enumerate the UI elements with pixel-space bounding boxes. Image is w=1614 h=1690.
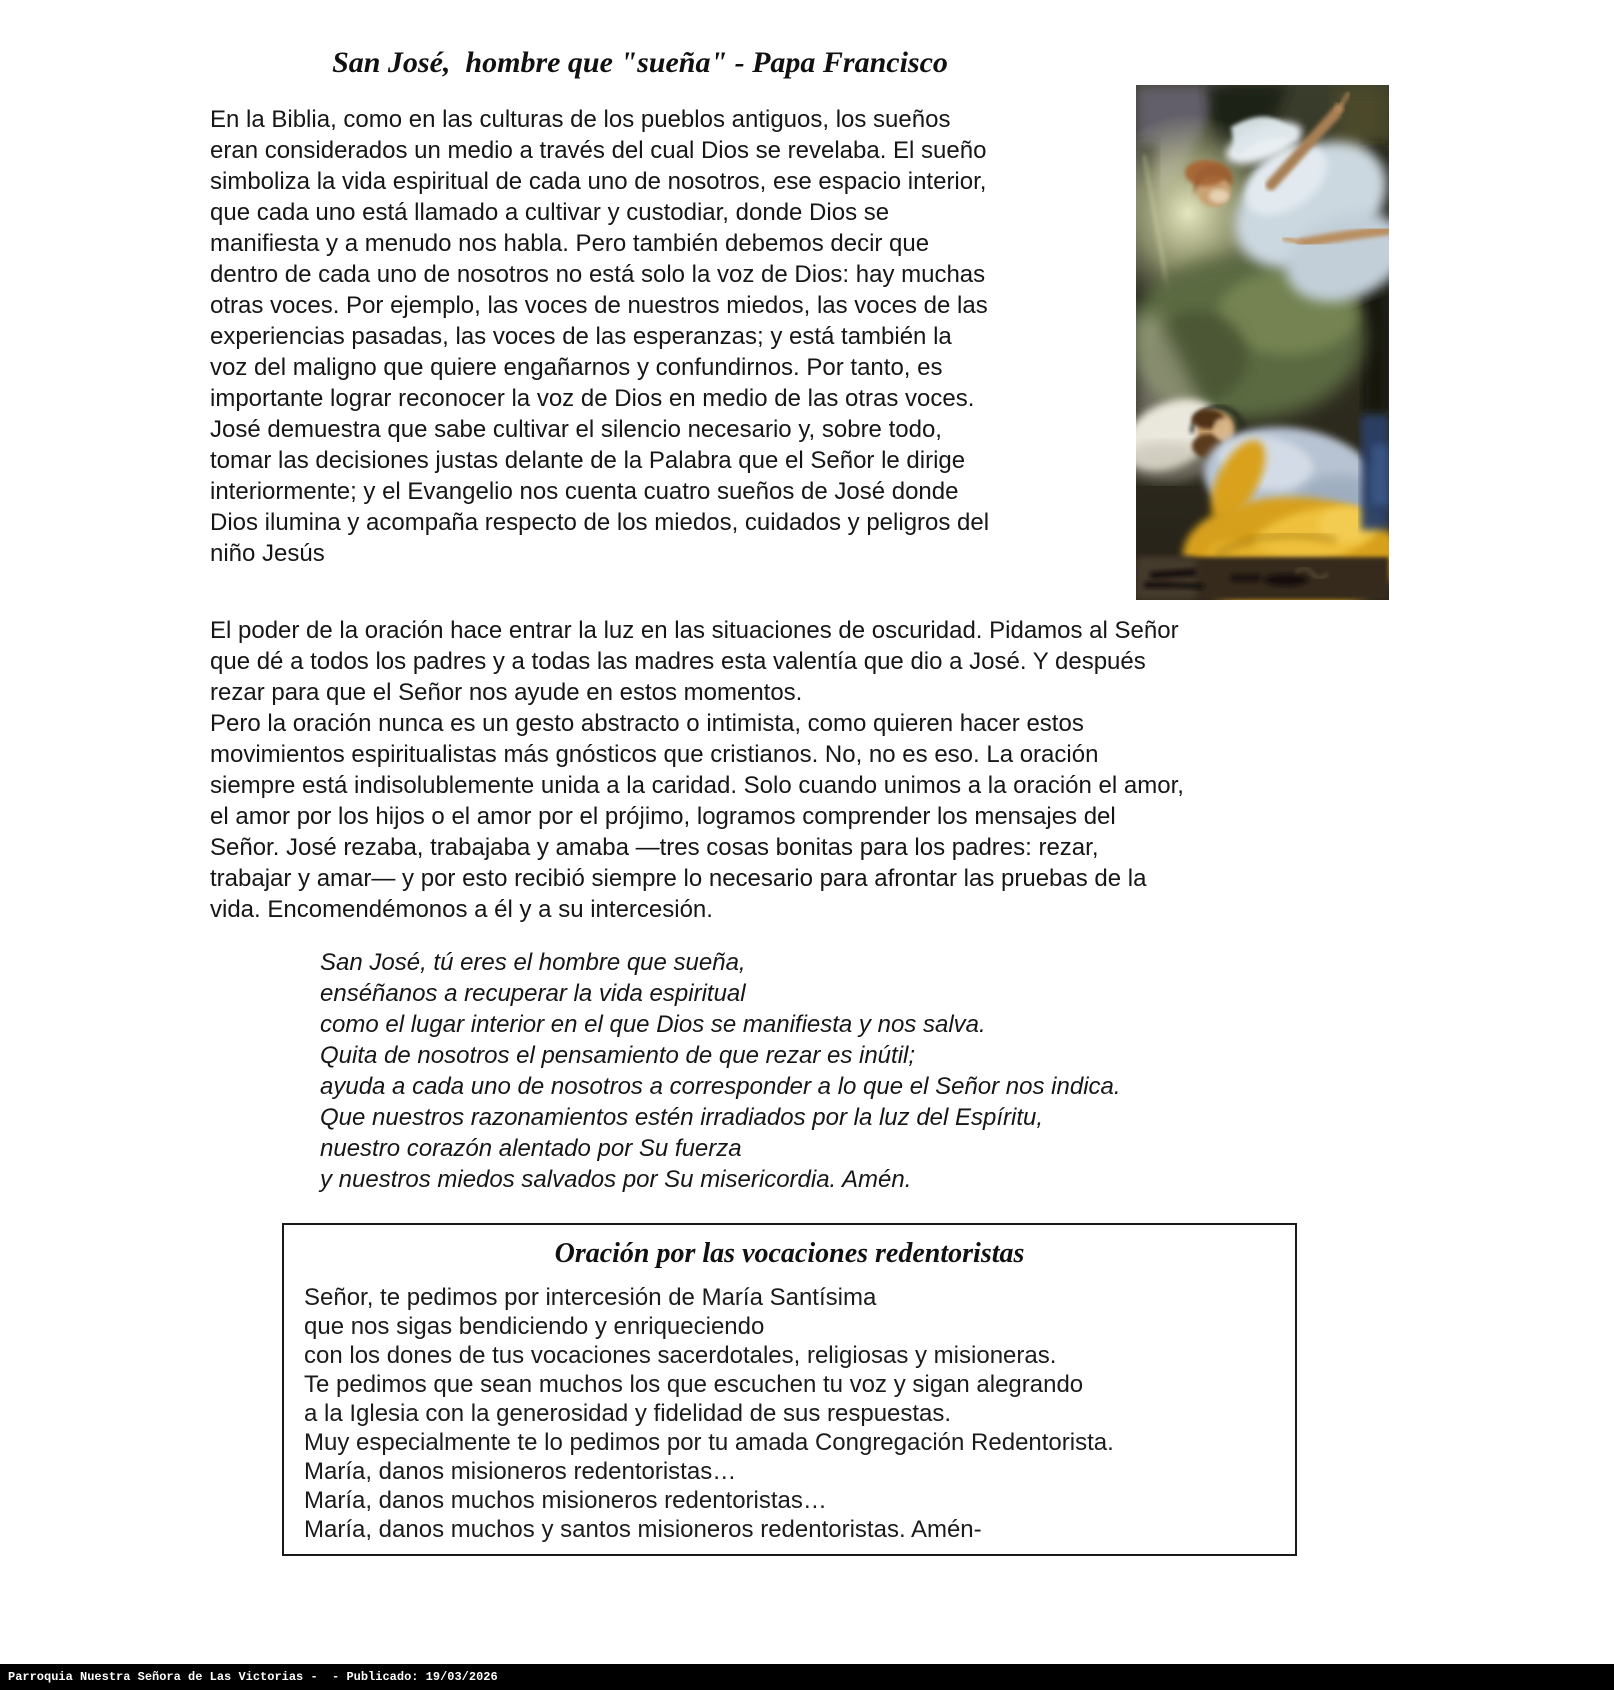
text-line: San José, tú eres el hombre que sueña, <box>320 949 746 976</box>
text-line: José demuestra que sabe cultivar el silencio necesario y, sobre todo, <box>210 416 942 443</box>
text-line: Dios ilumina y acompaña respecto de los miedos, cuidados y peligros del <box>210 509 990 536</box>
document-page <box>0 46 1614 1690</box>
text-line: María, danos muchos misioneros redentoristas… <box>304 1487 827 1514</box>
painting-canvas <box>1136 85 1389 600</box>
text-line: dentro de cada uno de nosotros no está solo la voz de Dios: hay muchas <box>210 261 986 288</box>
text-line: Muy especialmente te lo pedimos por tu amada Congregación Redentorista. <box>304 1429 1114 1456</box>
saint-joseph-dream-painting <box>1136 85 1389 600</box>
text-line: nuestro corazón alentado por Su fuerza <box>320 1135 742 1162</box>
text-line: voz del maligno que quiere engañarnos y confundirnos. Por tanto, es <box>210 354 943 381</box>
vocations-prayer-box <box>282 1223 1297 1556</box>
text-line: que cada uno está llamado a cultivar y custodiar, donde Dios se <box>210 199 890 226</box>
text-line: simboliza la vida espiritual de cada uno de nosotros, ese espacio interior, <box>210 168 987 195</box>
text-line: Te pedimos que sean muchos los que escuchen tu voz y sigan alegrando <box>304 1371 1084 1398</box>
text-line: manifiesta y a menudo nos habla. Pero también debemos decir que <box>210 230 930 257</box>
text-line: vida. Encomendémonos a él y a su intercesión. <box>210 896 713 923</box>
footer-text: Parroquia Nuestra Señora de Las Victorias - - Publicado: 19/03/2026 <box>8 1670 498 1684</box>
box-paragraph <box>304 1283 1295 1544</box>
text-line: eran considerados un medio a través del cual Dios se revelaba. El sueño <box>210 137 987 164</box>
text-line: con los dones de tus vocaciones sacerdotales, religiosas y misioneras. <box>304 1342 1057 1369</box>
intro-paragraph <box>210 104 1090 569</box>
text-line: Señor. José rezaba, trabajaba y amaba —tres cosas bonitas para los padres: rezar, <box>210 834 1099 861</box>
text-line: En la Biblia, como en las culturas de los pueblos antiguos, los sueños <box>210 106 951 133</box>
text-line: movimientos espiritualistas más gnósticos que cristianos. No, no es eso. La oración <box>210 741 1099 768</box>
text-line: otras voces. Por ejemplo, las voces de nuestros miedos, las voces de las <box>210 292 988 319</box>
text-line: niño Jesús <box>210 540 325 567</box>
text-line: Pero la oración nunca es un gesto abstracto o intimista, como quieren hacer estos <box>210 710 1084 737</box>
text-line: Señor, te pedimos por intercesión de María Santísima <box>304 1284 877 1311</box>
text-line: Que nuestros razonamientos estén irradiados por la luz del Espíritu, <box>320 1104 1044 1131</box>
box-title: Oración por las vocaciones redentoristas <box>554 1238 1025 1269</box>
footer-bar <box>0 1664 1614 1690</box>
text-line: el amor por los hijos o el amor por el prójimo, logramos comprender los mensajes del <box>210 803 1116 830</box>
prayer-italic-block <box>320 947 1420 1195</box>
text-line: experiencias pasadas, las voces de las esperanzas; y está también la <box>210 323 952 350</box>
text-line: importante lograr reconocer la voz de Dios en medio de las otras voces. <box>210 385 975 412</box>
text-line: tomar las decisiones justas delante de la Palabra que el Señor le dirige <box>210 447 966 474</box>
text-line: María, danos muchos y santos misioneros redentoristas. Amén- <box>304 1516 982 1543</box>
text-line: a la Iglesia con la generosidad y fidelidad de sus respuestas. <box>304 1400 952 1427</box>
text-line: enséñanos a recuperar la vida espiritual <box>320 980 746 1007</box>
text-line: rezar para que el Señor nos ayude en estos momentos. <box>210 679 803 706</box>
text-line: Quita de nosotros el pensamiento de que rezar es inútil; <box>320 1042 916 1069</box>
text-line: interiormente; y el Evangelio nos cuenta cuatro sueños de José donde <box>210 478 959 505</box>
text-line: que dé a todos los padres y a todas las madres esta valentía que dio a José. Y después <box>210 648 1146 675</box>
text-line: y nuestros miedos salvados por Su misericordia. Amén. <box>320 1166 912 1193</box>
text-line: trabajar y amar— y por esto recibió siempre lo necesario para afrontar las pruebas de la <box>210 865 1147 892</box>
page-title: San José, hombre que "sueña" - Papa Francisco <box>332 46 948 79</box>
text-line: siempre está indisolublemente unida a la caridad. Solo cuando unimos a la oración el amor, <box>210 772 1184 799</box>
body-paragraph <box>210 615 1330 925</box>
text-line: que nos sigas bendiciendo y enriqueciendo <box>304 1313 765 1340</box>
text-line: El poder de la oración hace entrar la luz en las situaciones de oscuridad. Pidamos al Señor <box>210 617 1179 644</box>
text-line: María, danos misioneros redentoristas… <box>304 1458 737 1485</box>
text-line: como el lugar interior en el que Dios se manifiesta y nos salva. <box>320 1011 986 1038</box>
text-line: ayuda a cada uno de nosotros a corresponder a lo que el Señor nos indica. <box>320 1073 1121 1100</box>
